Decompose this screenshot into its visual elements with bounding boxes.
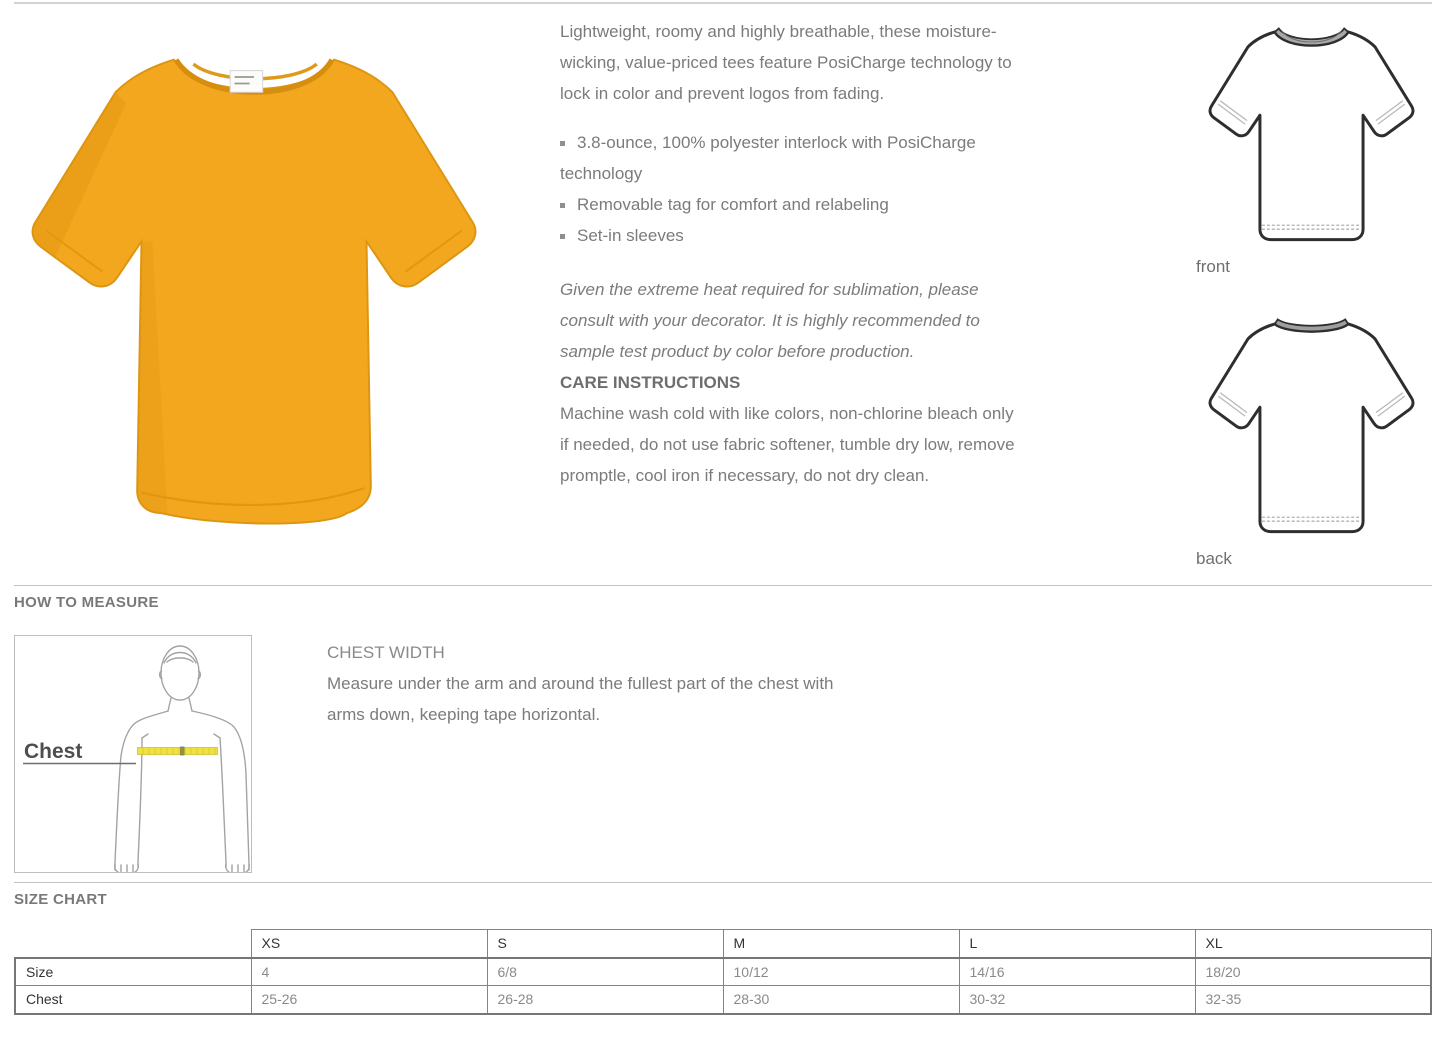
size-chart-body: [15, 958, 1431, 1014]
front-body-outline: [1210, 32, 1413, 240]
size-chart-row: [15, 958, 1431, 986]
chest-width-text: Measure under the arm and around the fullest part of the chest with arms down, keeping tape horizontal.: [327, 674, 834, 724]
size-chart-row: [15, 986, 1431, 1014]
back-view-block: [1196, 312, 1432, 568]
feature-item-text: Removable tag for comfort and relabeling: [577, 195, 889, 214]
feature-list: [560, 127, 1020, 251]
back-body-outline: [1210, 324, 1413, 532]
chest-width-title: CHEST WIDTH: [327, 643, 445, 662]
size-chart-row-label: Size: [15, 958, 251, 986]
back-view-drawing: [1202, 312, 1421, 545]
size-chart-cell: 26-28: [487, 986, 723, 1014]
measure-section: [14, 635, 1432, 873]
feature-item: [560, 220, 1020, 251]
size-chart-cell: 25-26: [251, 986, 487, 1014]
bullet-square-icon: [560, 141, 565, 146]
bullet-square-icon: [560, 234, 565, 239]
size-chart-cell: 14/16: [959, 958, 1195, 986]
feature-item: [560, 127, 1020, 189]
chest-label: Chest: [24, 740, 83, 763]
measure-diagram: [15, 636, 251, 872]
figure-right-arm-outer: [192, 711, 249, 870]
size-chart-cell: 18/20: [1195, 958, 1431, 986]
size-chart-header-row: [15, 930, 1431, 958]
feature-item: [560, 189, 1020, 220]
figure-head: [161, 646, 199, 700]
measuring-tape-marker: [180, 747, 185, 756]
measuring-tape: [138, 748, 218, 755]
feature-item-text: 3.8-ounce, 100% polyester interlock with PosiCharge technology: [560, 133, 976, 183]
size-chart-cell: 30-32: [959, 986, 1195, 1014]
measure-instructions: [327, 635, 847, 873]
size-chart-header: [15, 930, 1431, 958]
gold-tshirt-image: [16, 30, 492, 546]
size-chart-cell: 4: [251, 958, 487, 986]
size-chart-column-header: S: [487, 930, 723, 958]
sublimation-note: Given the extreme heat required for sublimation, please consult with your decorator. It is highly recommended to sample test product by color before production.: [560, 280, 980, 361]
measure-diagram-box: [14, 635, 252, 873]
product-detail-section: [0, 4, 1445, 585]
product-description-column: [560, 4, 1020, 585]
neck-tag: [230, 71, 262, 93]
bullet-square-icon: [560, 203, 565, 208]
front-view-drawing: [1202, 20, 1421, 253]
front-view-label: front: [1196, 257, 1231, 276]
size-chart-column-header: L: [959, 930, 1195, 958]
size-chart-cell: 6/8: [487, 958, 723, 986]
care-instructions-text: Machine wash cold with like colors, non-chlorine bleach only if needed, do not use fabric softener, tumble dry low, remove promptle, cool iron if necessary, do not dry clean.: [560, 404, 1015, 485]
size-chart-column-header: M: [723, 930, 959, 958]
back-view-label: back: [1196, 549, 1232, 568]
size-chart-column-header: XL: [1195, 930, 1431, 958]
figure-right-arm-inner: [220, 738, 226, 867]
product-description: Lightweight, roomy and highly breathable, these moisture-wicking, value-priced tees feature PosiCharge technology to lock in color and prevent logos from fading.: [560, 22, 1012, 103]
how-to-measure-title: HOW TO MEASURE: [14, 594, 159, 611]
figure-right-hand: [226, 864, 250, 872]
size-chart-cell: 10/12: [723, 958, 959, 986]
back-collar-band: [1275, 319, 1348, 331]
size-chart-row-label: Chest: [15, 986, 251, 1014]
size-chart-corner-cell: [15, 930, 251, 958]
figure-left-hand: [115, 864, 139, 872]
size-chart-cell: 32-35: [1195, 986, 1431, 1014]
product-photo-column: [14, 4, 554, 585]
size-chart-cell: 28-30: [723, 986, 959, 1014]
figure-armpit-notches: [142, 734, 220, 738]
size-section-divider: [14, 882, 1432, 883]
feature-item-text: Set-in sleeves: [577, 226, 684, 245]
front-view-block: [1196, 20, 1432, 276]
product-views-column: [1196, 4, 1432, 585]
measure-section-divider: [14, 585, 1432, 586]
size-chart-title: SIZE CHART: [14, 891, 107, 908]
care-instructions-title: CARE INSTRUCTIONS: [560, 373, 741, 392]
size-chart-table: [14, 929, 1432, 1015]
size-chart-column-header: XS: [251, 930, 487, 958]
figure-left-arm-inner: [138, 738, 142, 867]
